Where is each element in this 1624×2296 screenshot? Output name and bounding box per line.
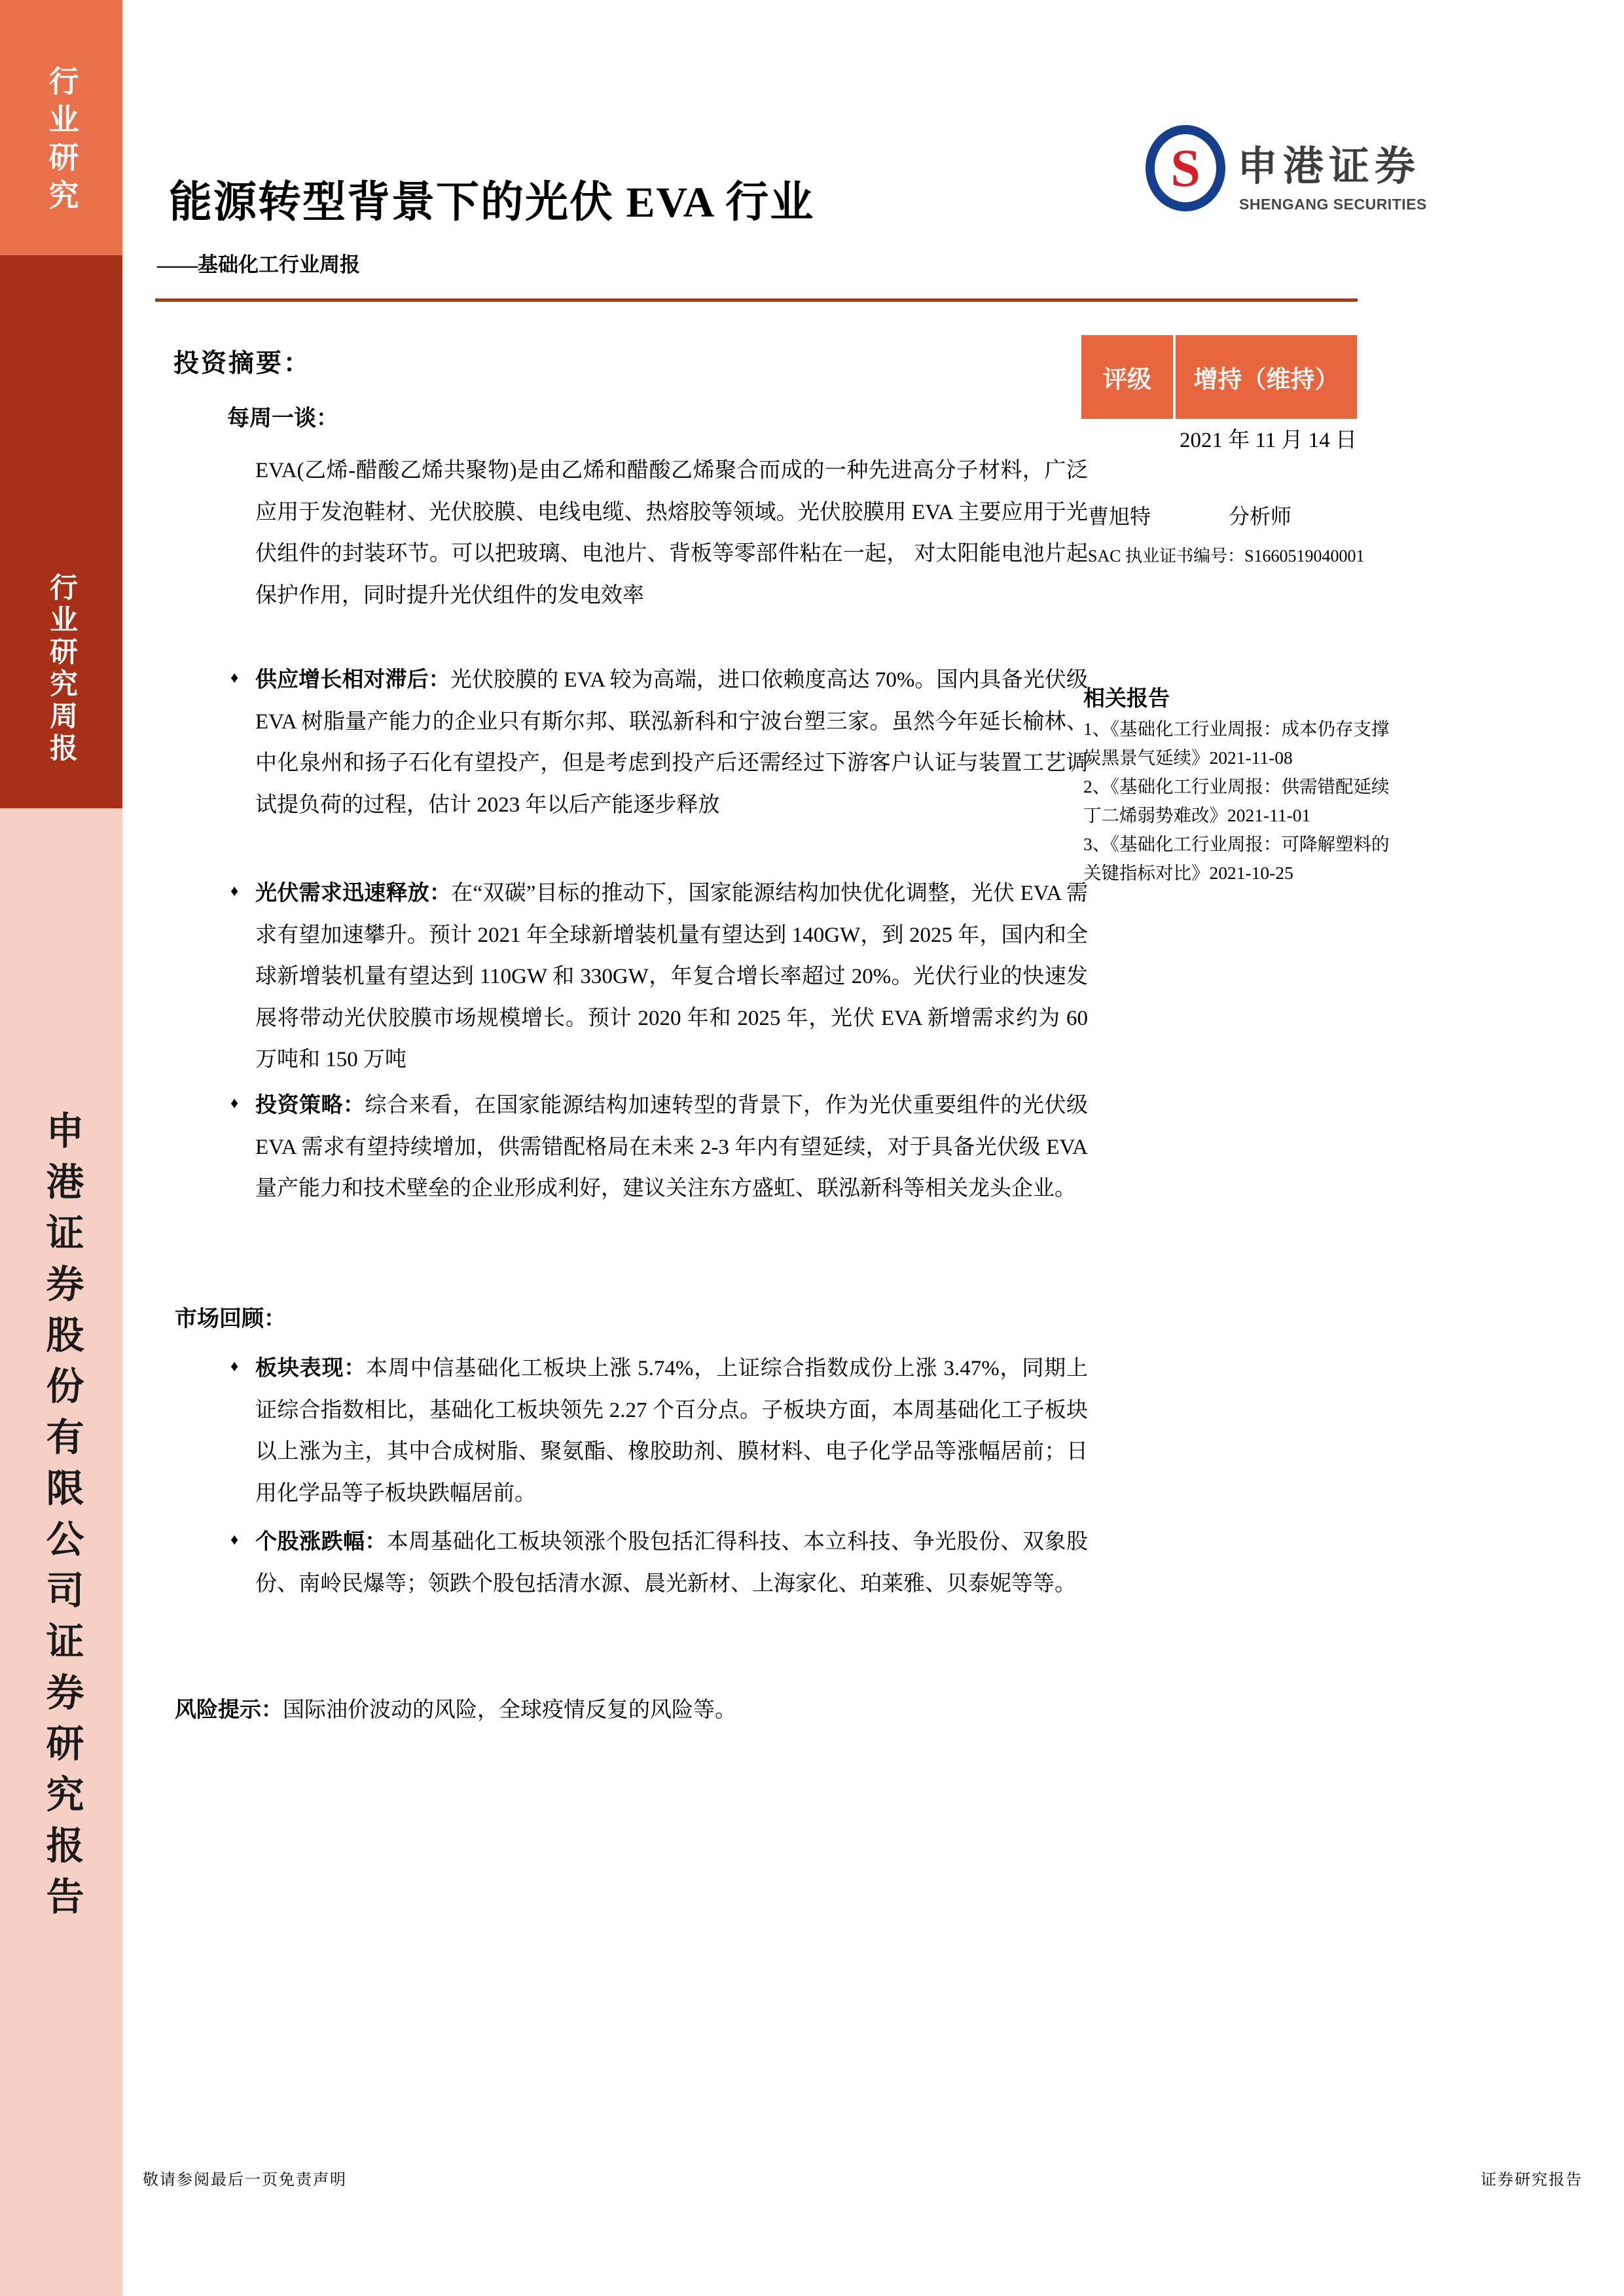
- sidebar-band1-label: 行业研究: [45, 65, 79, 217]
- logo-company-name: 申港证券: [1237, 145, 1421, 189]
- page-title: 能源转型背景下的光伏 EVA 行业: [169, 179, 815, 226]
- related-report-1-line2: 炭黑景气延续》2021-11-08: [1083, 747, 1293, 768]
- risk-warning-label: 风险提示：: [175, 1698, 283, 1722]
- bullet-demand-label: 光伏需求迅速释放：: [255, 882, 452, 905]
- bullet-sector-label: 板块表现：: [255, 1357, 367, 1380]
- sidebar-band2-label: 行业研究周报: [46, 573, 77, 765]
- diamond-bullet-icon: ♦: [230, 883, 239, 900]
- footer-report-type: 证券研究报告: [1481, 2172, 1583, 2189]
- analyst-name: 曹旭特: [1088, 505, 1151, 528]
- bullet-pv-demand: [230, 873, 1088, 1081]
- diamond-bullet-icon: ♦: [230, 1358, 239, 1375]
- svg-text:S: S: [1170, 138, 1200, 198]
- logo-company-name-en: SHENGANG SECURITIES: [1239, 196, 1427, 213]
- analyst-sac-number: SAC 执业证书编号：S1660519040001: [1088, 547, 1365, 565]
- related-report-2-line2: 丁二烯弱势难改》2021-11-01: [1083, 805, 1311, 825]
- related-report-3-line1: 3、《基础化工行业周报：可降解塑料的: [1083, 834, 1390, 854]
- diamond-bullet-icon: ♦: [230, 1095, 239, 1112]
- title-divider: [155, 298, 1358, 302]
- risk-warning: [175, 1698, 1091, 1724]
- bullet-sector-performance: [230, 1348, 1088, 1515]
- bullet-investment-strategy: [230, 1085, 1088, 1210]
- bullet-stock-movers: [230, 1522, 1088, 1605]
- intro-paragraph: EVA(乙烯-醋酸乙烯共聚物)是由乙烯和醋酸乙烯聚合而成的一种先进高分子材料，广泛应用于发泡鞋材、光伏胶膜、电线电缆、热熔胶等领域。光伏胶膜用 EVA 主要应用于光伏组件的封装环节。可以把玻璃、电池片、背板等零部件粘在一起， 对太阳能电池片起保护作用，同时提升光伏组件的发电效率: [255, 459, 1088, 607]
- diamond-bullet-icon: ♦: [230, 670, 239, 687]
- page-subtitle: ——基础化工行业周报: [157, 253, 360, 276]
- related-report-2-line1: 2、《基础化工行业周报：供需错配延续: [1083, 776, 1390, 797]
- bullet-supply-lag: [230, 660, 1088, 826]
- sidebar-band-company-report: [0, 808, 122, 2296]
- rating-box: [1081, 335, 1357, 419]
- investment-summary-heading: 投资摘要：: [173, 350, 312, 378]
- sidebar-band3-label: 申港证券股份有限公司证券研究报告: [40, 1111, 83, 1928]
- analyst-role: 分析师: [1229, 505, 1292, 528]
- bullet-supply-text: 光伏胶膜的 EVA 较为高端，进口依赖度高达 70%。国内具备光伏级 EVA 树脂量产能力的企业只有斯尔邦、联泓新科和宁波台塑三家。虽然今年延长榆林、中化泉州和扬子石化有望投产，但是考虑到投产后还需经过下游客户认证与装置工艺调试提负荷的过程，估计 2023 年以后产能逐步释放: [255, 668, 1088, 817]
- related-report-3-line2: 关键指标对比》2021-10-25: [1083, 863, 1293, 883]
- bullet-strategy-label: 投资策略：: [255, 1094, 365, 1117]
- related-reports-list: [1083, 715, 1390, 888]
- footer-disclaimer: 敬请参阅最后一页免责声明: [143, 2172, 347, 2189]
- rating-label: 评级: [1103, 367, 1151, 393]
- bullet-stocks-text: 本周基础化工板块领涨个股包括汇得科技、本立科技、争光股份、双象股份、南岭民爆等；领跌个股包括清水源、晨光新材、上海家化、珀莱雅、贝泰妮等等。: [255, 1530, 1089, 1596]
- sidebar-band-industry-weekly: [0, 255, 122, 808]
- risk-warning-text: 国际油价波动的风险，全球疫情反复的风险等。: [283, 1698, 736, 1722]
- related-reports-heading: 相关报告: [1083, 687, 1170, 711]
- report-date: 2021 年 11 月 14 日: [1179, 429, 1357, 452]
- bullet-sector-text: 本周中信基础化工板块上涨 5.74%，上证综合指数成份上涨 3.47%，同期上证综合指数相比，基础化工板块领先 2.27 个百分点。子板块方面，本周基础化工子板块以上涨为主，其中合成树脂、聚氨酯、橡胶助剂、膜材料、电子化学品等涨幅居前；日用化学品等子板块跌幅居前。: [255, 1357, 1089, 1505]
- sidebar-band-industry-research: [0, 0, 122, 255]
- bullet-stocks-label: 个股涨跌幅：: [255, 1530, 387, 1554]
- related-report-1-line1: 1、《基础化工行业周报：成本仍存支撑: [1083, 719, 1390, 739]
- shengang-logo-icon: [1144, 124, 1227, 212]
- weekly-talk-heading: 每周一谈：: [227, 406, 338, 431]
- rating-value: 增持（维持）: [1193, 367, 1339, 393]
- bullet-strategy-text: 综合来看，在国家能源结构加速转型的背景下，作为光伏重要组件的光伏级 EVA 需求有望持续增加，供需错配格局在未来 2-3 年内有望延续，对于具备光伏级 EVA 量产能力和技术壁垒的企业形成利好，建议关注东方盛虹、联泓新科等相关龙头企业。: [255, 1094, 1089, 1200]
- diamond-bullet-icon: ♦: [230, 1532, 239, 1549]
- bullet-demand-text: 在“双碳”目标的推动下，国家能源结构加快优化调整，光伏 EVA 需求有望加速攀升。预计 2021 年全球新增装机量有望达到 140GW，到 2025 年，国内和全球新增装机量有望达到 110GW 和 330GW，年复合增长率超过 20%。光伏行业的快速发展将带动光伏胶膜市场规模增长。预计 2020 年和 2025 年，光伏 EVA 新增需求约为 60 万吨和 150 万吨: [255, 882, 1089, 1071]
- market-review-heading: 市场回顾：: [175, 1307, 286, 1331]
- bullet-supply-label: 供应增长相对滞后：: [255, 668, 450, 692]
